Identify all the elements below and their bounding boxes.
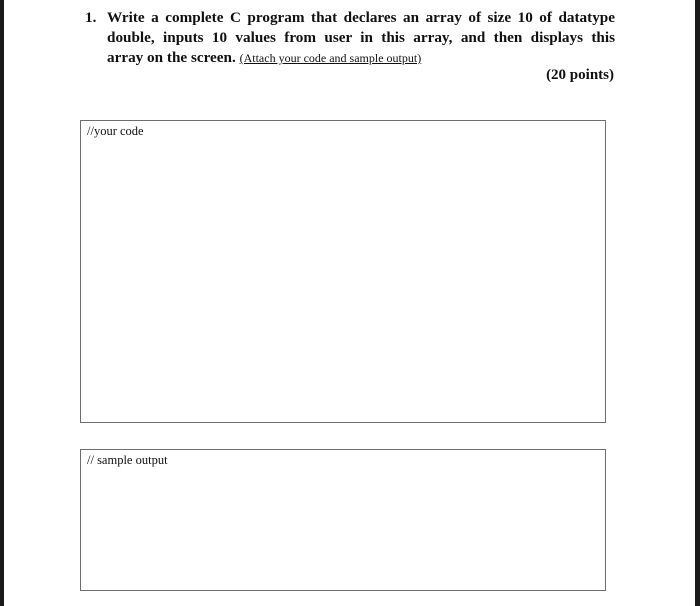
- question-line-3-text: array on the screen.: [107, 49, 236, 66]
- output-answer-box[interactable]: [80, 449, 606, 591]
- code-answer-box[interactable]: [80, 120, 606, 423]
- question-text: [85, 8, 615, 68]
- page-edge-left: [0, 0, 4, 606]
- attach-note: (Attach your code and sample output): [239, 51, 422, 65]
- question-line-2: double, inputs 10 values from user in this array, and then displays this: [107, 29, 615, 46]
- question-number: 1.: [85, 9, 97, 26]
- code-box-label: //your code: [87, 124, 144, 138]
- page-edge-right: [695, 0, 700, 606]
- points-label: (20 points): [546, 67, 614, 83]
- question-line-1: Write a complete C program that declares an array of size 10 of datatype: [107, 9, 615, 26]
- question-body: [107, 8, 615, 68]
- output-box-label: // sample output: [87, 453, 168, 467]
- question-line-3: [107, 48, 615, 68]
